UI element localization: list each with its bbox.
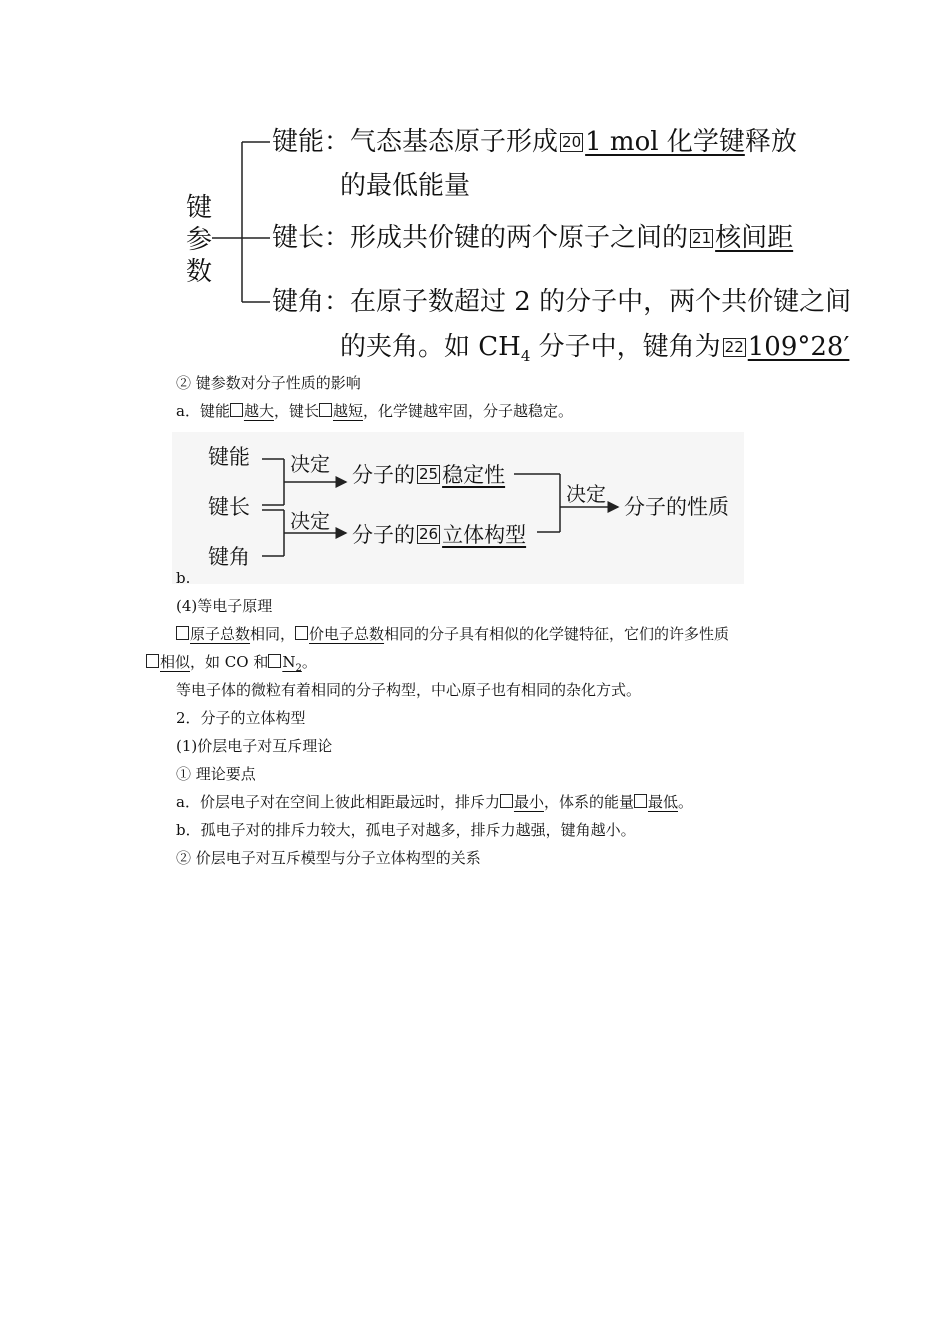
vsepr-a-end: 。 bbox=[678, 793, 694, 811]
mol-prefix: 分子的 bbox=[352, 463, 415, 487]
vsepr-line-b: b．孤电子对的排斥力较大，孤电子对越多，排斥力越强，键角越小。 bbox=[176, 821, 636, 839]
line-a-mid: ，键长 bbox=[273, 402, 319, 420]
flow-bond-angle: 键角 bbox=[208, 545, 250, 569]
mol-prefix: 分子的 bbox=[352, 523, 415, 547]
blank-number-26: 26 bbox=[419, 525, 439, 543]
bond-angle-example: 的夹角。如 CH bbox=[340, 332, 521, 362]
bond-energy-def-line2: 的最低能量 bbox=[340, 171, 471, 201]
answer-shorter: 越短 bbox=[332, 402, 363, 420]
blank-number-22: 22 bbox=[724, 338, 744, 356]
bond-angle-label: 键角： bbox=[272, 287, 351, 317]
flow-decide-1: 决定 bbox=[290, 452, 330, 476]
flow-molecule-structure bbox=[352, 522, 526, 548]
answer-stability: 稳定性 bbox=[442, 463, 506, 487]
flow-decide-3: 决定 bbox=[566, 482, 606, 506]
ch4-subscript: 4 bbox=[520, 347, 531, 366]
isoelectronic-line-2 bbox=[146, 652, 317, 679]
root-char-3: 数 bbox=[186, 257, 213, 287]
answer-larger: 越大 bbox=[243, 402, 274, 420]
line-a-suffix: ，化学键越牢固，分子越稳定。 bbox=[363, 402, 574, 420]
isoelectronic-line-3: 等电子体的微粒有着相同的分子构型，中心原子也有相同的杂化方式。 bbox=[176, 681, 642, 699]
answer-lowest: 最低 bbox=[647, 793, 678, 811]
blank-box bbox=[176, 626, 189, 640]
blank-box bbox=[295, 626, 308, 640]
isoelectronic-heading: (4)等电子原理 bbox=[176, 597, 273, 615]
isoelectronic-line-1 bbox=[176, 624, 729, 644]
vsepr-theory-points: ① 理论要点 bbox=[176, 765, 256, 783]
vsepr-a-prefix: a．价层电子对在空间上彼此相距最远时，排斥力 bbox=[176, 793, 500, 811]
flow-label-b: b. bbox=[176, 569, 191, 587]
answer-n2: N bbox=[282, 653, 296, 671]
vsepr-a-mid: ，体系的能量 bbox=[543, 793, 634, 811]
n2-subscript: 2 bbox=[295, 663, 302, 674]
bond-length-label: 键长： bbox=[272, 223, 351, 253]
flow-bond-length: 键长 bbox=[208, 495, 250, 519]
answer-valence-electron-count: 价电子总数 bbox=[309, 625, 385, 643]
bond-angle-example-tail: 分子中，键角为 bbox=[530, 332, 721, 362]
answer-similar: 相似 bbox=[160, 653, 191, 671]
blank-number-20: 20 bbox=[562, 133, 582, 151]
bond-length-def: 形成共价键的两个原子之间的 bbox=[350, 223, 689, 253]
bond-angle-def: 在原子数超过 2 的分子中，两个共价键之间 bbox=[350, 287, 852, 317]
iso-line2-mid: ，如 CO 和 bbox=[190, 653, 269, 671]
answer-structure: 立体构型 bbox=[442, 523, 527, 547]
influence-heading: ② 键参数对分子性质的影响 bbox=[176, 374, 361, 392]
bond-energy-def-tail: 释放 bbox=[744, 127, 797, 157]
bond-length-answer: 核间距 bbox=[715, 223, 794, 253]
root-char-2: 参 bbox=[186, 225, 213, 255]
vsepr-subheading: (1)价层电子对互斥理论 bbox=[176, 737, 333, 755]
flow-decide-2: 决定 bbox=[290, 509, 330, 533]
blank-box bbox=[268, 654, 281, 668]
vsepr-line-a bbox=[176, 792, 693, 812]
blank-number-25: 25 bbox=[419, 465, 439, 483]
root-char-1: 键 bbox=[186, 193, 213, 223]
bond-energy-answer: 1 mol 化学键 bbox=[585, 127, 745, 157]
iso-line2-end: 。 bbox=[301, 653, 317, 671]
line-a-prefix: a．键能 bbox=[176, 402, 230, 420]
bond-energy-label: 键能： bbox=[272, 127, 351, 157]
answer-atom-count: 原子总数 bbox=[190, 625, 251, 643]
blank-box bbox=[146, 654, 159, 668]
iso-line1-rest: 相同的分子具有相似的化学键特征，它们的许多性质 bbox=[384, 625, 730, 643]
bond-angle-answer: 109°28′ bbox=[747, 332, 850, 362]
flow-bond-energy: 键能 bbox=[208, 445, 250, 469]
answer-smallest: 最小 bbox=[513, 793, 544, 811]
blank-box bbox=[500, 794, 513, 808]
vsepr-model-relation: ② 价层电子对互斥模型与分子立体构型的关系 bbox=[176, 849, 481, 867]
bond-energy-def: 气态基态原子形成 bbox=[350, 127, 559, 157]
iso-line1-mid: 相同， bbox=[250, 625, 296, 643]
blank-box bbox=[634, 794, 647, 808]
flow-result: 分子的性质 bbox=[624, 495, 729, 519]
blank-number-21: 21 bbox=[692, 229, 712, 247]
flow-molecule-stability bbox=[352, 462, 505, 488]
flow-diagram-lines bbox=[0, 0, 950, 600]
vsepr-section-heading: 2．分子的立体构型 bbox=[176, 709, 306, 727]
